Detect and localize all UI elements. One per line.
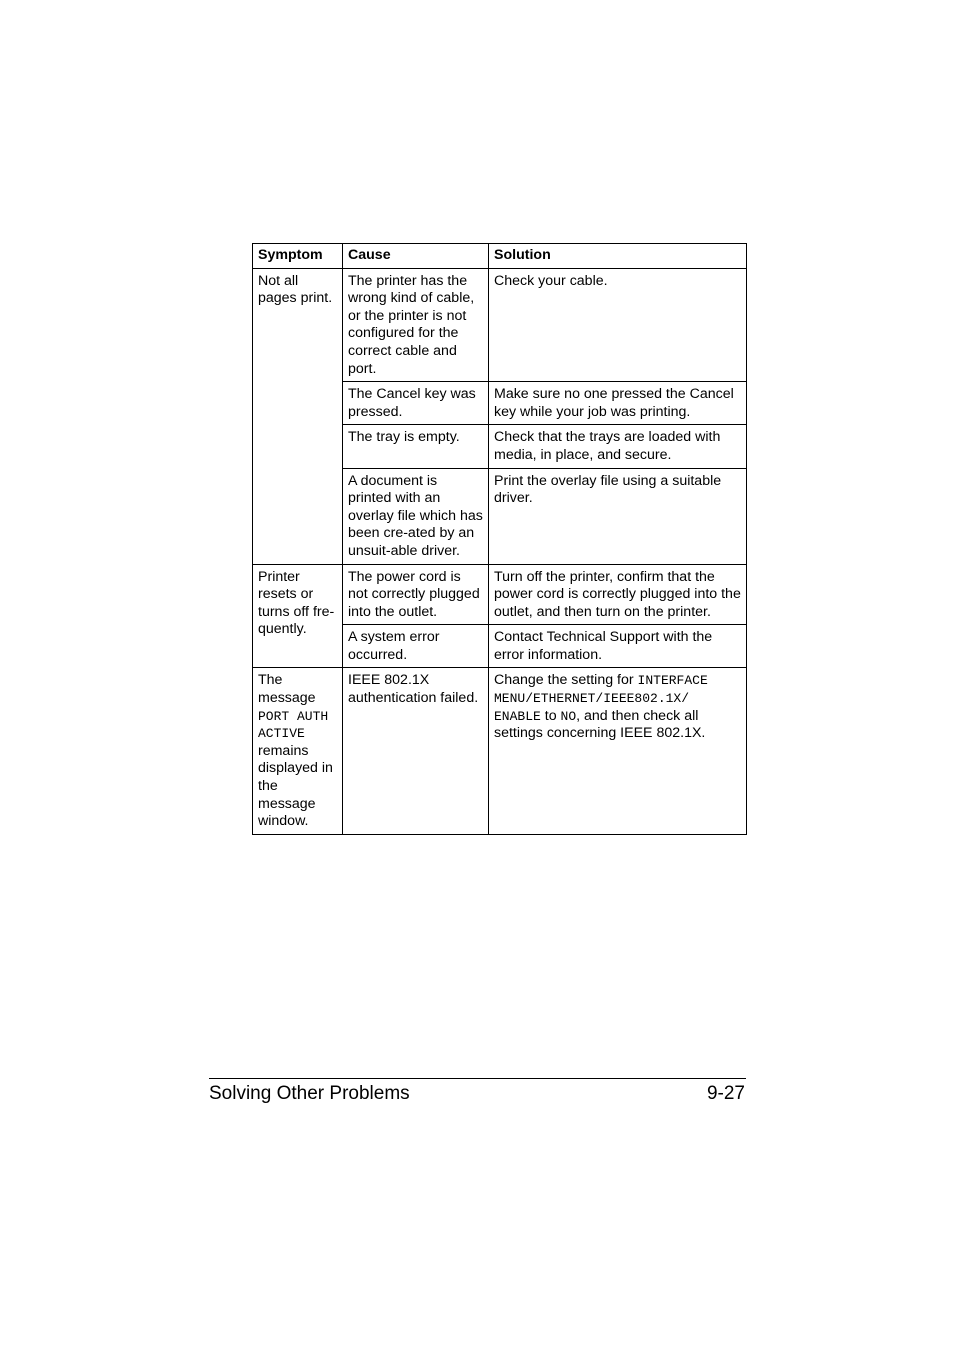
symptom-text: remains displayed in the message window. xyxy=(258,742,333,830)
table-header-row xyxy=(253,244,747,269)
solution-cell: Check that the trays are loaded with media, in place, and secure. xyxy=(489,425,747,468)
solution-text: Change the setting for xyxy=(494,672,638,689)
setting-value-code: NO xyxy=(560,708,577,724)
menu-path-code: INTERFACE MENU/ETHERNET/IEEE802.1X/ ENABLE xyxy=(494,673,708,724)
cause-cell: The printer has the wrong kind of cable, or the printer is not configured for the correct cable and port. xyxy=(343,268,489,382)
solution-cell: Turn off the printer, confirm that the power cord is correctly plugged into the outlet, and then turn on the printer. xyxy=(489,564,747,625)
footer-page-number: 9-27 xyxy=(706,1083,745,1104)
symptom-cell: Printer resets or turns off fre-quently. xyxy=(253,564,343,668)
solution-cell: Make sure no one pressed the Cancel key while your job was printing. xyxy=(489,382,747,425)
table-row xyxy=(253,564,747,625)
solution-text: to xyxy=(540,707,561,724)
message-code: PORT AUTH ACTIVE xyxy=(258,708,329,742)
header-solution: Solution xyxy=(489,244,747,269)
symptom-cell: Not all pages print. xyxy=(253,268,343,564)
cause-cell: IEEE 802.1X authentication failed. xyxy=(343,668,489,834)
footer-divider xyxy=(209,1078,746,1079)
troubleshooting-table xyxy=(252,243,747,835)
header-symptom: Symptom xyxy=(253,244,343,269)
solution-cell: Contact Technical Support with the error information. xyxy=(489,625,747,668)
table-row xyxy=(253,268,747,382)
table-row xyxy=(253,668,747,834)
solution-cell: Print the overlay file using a suitable driver. xyxy=(489,468,747,564)
solution-cell xyxy=(489,668,747,834)
header-cause: Cause xyxy=(343,244,489,269)
solution-text: , and then check all settings concerning IEEE 802.1X. xyxy=(494,707,706,742)
cause-cell: The Cancel key was pressed. xyxy=(343,382,489,425)
symptom-cell xyxy=(253,668,343,834)
symptom-text: The message xyxy=(258,672,316,707)
cause-cell: The power cord is not correctly plugged into the outlet. xyxy=(343,564,489,625)
cause-cell: The tray is empty. xyxy=(343,425,489,468)
solution-cell: Check your cable. xyxy=(489,268,747,382)
cause-cell: A system error occurred. xyxy=(343,625,489,668)
footer-section-title: Solving Other Problems xyxy=(209,1083,410,1104)
cause-cell: A document is printed with an overlay file which has been cre-ated by an unsuit-able driver. xyxy=(343,468,489,564)
